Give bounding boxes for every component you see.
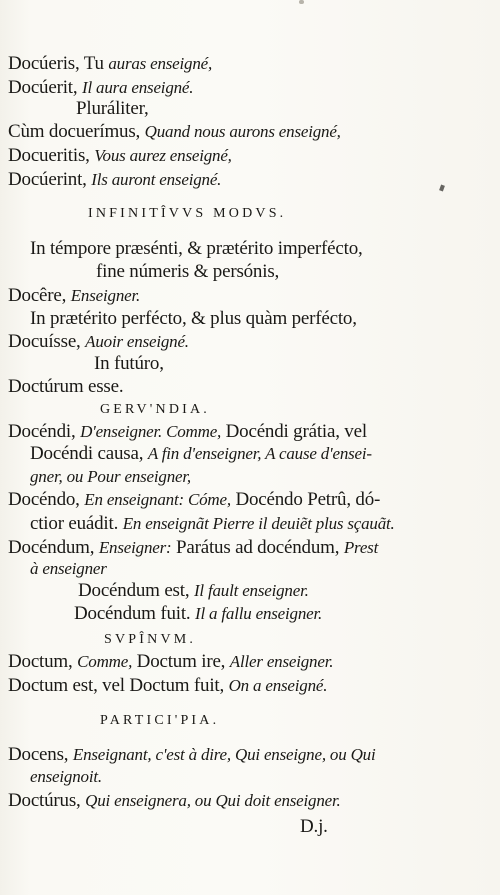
text-line <box>76 98 149 120</box>
text-line <box>30 513 395 535</box>
roman-run: Docéndo, <box>8 489 85 510</box>
roman-run: GERV'NDIA. <box>100 402 211 417</box>
roman-run: Doctúrum esse. <box>8 376 124 397</box>
ink-mark <box>299 0 304 4</box>
text-line <box>8 376 123 398</box>
roman-run: Docúeris, Tu <box>8 53 109 74</box>
italic-run: Qui enseignera, ou Qui doit enseigner. <box>85 791 341 810</box>
roman-run: PARTICI'PIA. <box>100 713 220 728</box>
italic-run: A fin d'enseigner, A cause d'ensei- <box>147 444 372 463</box>
signature-mark <box>300 816 328 838</box>
roman-run: Docéndi, <box>8 421 81 442</box>
roman-run: Docueritis, <box>8 145 95 166</box>
roman-run: Doctum est, vel Doctum fuit, <box>8 675 229 696</box>
roman-run: In témpore præsénti, & prætérito imperfécto, <box>30 238 363 259</box>
text-line <box>8 77 193 99</box>
section-heading <box>100 399 210 421</box>
roman-run: Docens, <box>8 744 73 765</box>
roman-run: Docéndum, <box>8 537 99 558</box>
text-line <box>30 558 107 580</box>
text-line <box>8 744 375 766</box>
italic-run: D'enseigner. Comme, <box>80 422 222 441</box>
italic-run: à enseigner <box>30 559 107 578</box>
text-line <box>8 675 327 697</box>
text-line <box>8 121 341 143</box>
text-line <box>30 308 357 330</box>
roman-run: Docuísse, <box>8 331 86 352</box>
roman-run: In futúro, <box>94 353 164 374</box>
italic-run: gner, ou Pour enseigner, <box>30 467 191 486</box>
text-line <box>94 353 164 375</box>
italic-run: Quand nous aurons enseigné, <box>144 122 341 141</box>
text-line <box>8 421 367 443</box>
italic-run: enseignoit. <box>30 767 102 786</box>
italic-run: On a enseigné. <box>228 676 328 695</box>
roman-run: Cùm docuerímus, <box>8 121 145 142</box>
section-heading <box>100 710 219 732</box>
roman-run: Parátus ad docéndum, <box>171 537 344 558</box>
text-line <box>8 651 333 673</box>
text-line <box>8 53 212 75</box>
italic-run: auras enseigné, <box>108 54 213 73</box>
text-line <box>8 489 380 511</box>
italic-run: Enseigner. <box>70 286 141 305</box>
text-line <box>8 285 140 307</box>
roman-run: fine númeris & persónis, <box>96 261 280 282</box>
roman-run: Docéndo Petrû, dó- <box>230 489 381 510</box>
roman-run: Doctum ire, <box>132 651 230 672</box>
roman-run: Docéndum fuit. <box>74 603 196 624</box>
italic-run: Aller enseigner. <box>229 652 334 671</box>
roman-run: Docúerint, <box>8 169 92 190</box>
italic-run: Vous aurez enseigné, <box>94 146 232 165</box>
section-heading <box>88 203 286 225</box>
text-line <box>8 169 221 191</box>
text-line <box>30 238 363 260</box>
italic-run: En enseignant: Cóme, <box>84 490 231 509</box>
section-heading <box>104 629 196 651</box>
roman-run: Doctum, <box>8 651 78 672</box>
roman-run: SVPÎNVM. <box>104 632 197 647</box>
italic-run: Auoir enseigné. <box>85 332 189 351</box>
roman-run: In prætérito perfécto, & plus quàm perfécto, <box>30 308 357 329</box>
ink-mark <box>439 184 445 191</box>
italic-run: Prest <box>343 538 379 557</box>
roman-run: Doctúrus, <box>8 790 86 811</box>
roman-run: Docêre, <box>8 285 71 306</box>
roman-run: Docúerit, <box>8 77 82 98</box>
text-line <box>74 603 322 625</box>
italic-run: Il aura enseigné. <box>81 78 194 97</box>
italic-run: En enseignãt Pierre il deuiẽt plus sçauãt. <box>122 514 395 533</box>
text-line <box>8 790 341 812</box>
text-line <box>30 766 102 788</box>
italic-run: Enseignant, c'est à dire, Qui enseigne, ou Qui <box>72 745 376 764</box>
italic-run: Enseigner: <box>98 538 172 557</box>
roman-run: Pluráliter, <box>76 98 149 119</box>
text-line <box>96 261 279 283</box>
text-line <box>30 466 191 488</box>
italic-run: Il a fallu enseigner. <box>195 604 323 623</box>
roman-run: Docéndi causa, <box>30 443 148 464</box>
italic-run: Il fault enseigner. <box>193 581 309 600</box>
roman-run: Docéndi grátia, vel <box>221 421 367 442</box>
text-line <box>8 145 232 167</box>
roman-run: ctior euádit. <box>30 513 123 534</box>
roman-run: Docéndum est, <box>78 580 194 601</box>
italic-run: Ils auront enseigné. <box>91 170 222 189</box>
text-line <box>8 331 189 353</box>
text-line <box>78 580 309 602</box>
text-line <box>30 443 372 465</box>
text-line <box>8 537 378 559</box>
roman-run: D.j. <box>300 816 328 837</box>
roman-run: INFINITÎVVS MODVS. <box>88 206 287 221</box>
italic-run: Comme, <box>77 652 133 671</box>
